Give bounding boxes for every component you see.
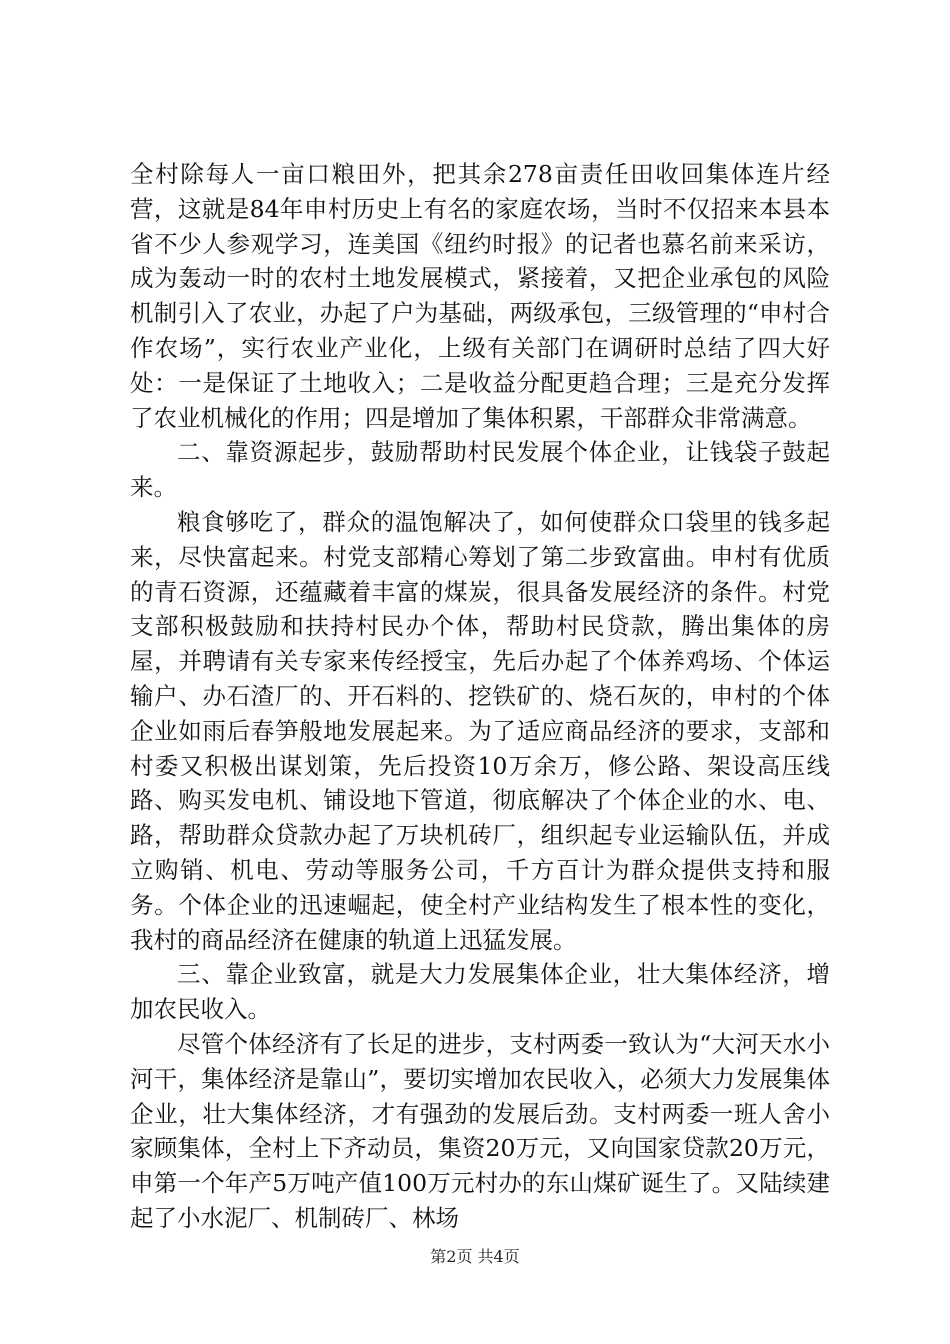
document-body (130, 157, 830, 1236)
paragraph-1: 全村除每人一亩口粮田外，把其余278亩责任田收回集体连片经营，这就是84年申村历史上有名的家庭农场，当时不仅招来本县本省不少人参观学习，连美国《纽约时报》的记者也慕名前来采访，成为轰动一时的农村土地发展模式，紧接着，又把企业承包的风险机制引入了农业，办起了户为基础，两级承包，三级管理的“申村合作农场”，实行农业产业化，上级有关部门在调研时总结了四大好处：一是保证了土地收入；二是收益分配更趋合理；三是充分发挥了农业机械化的作用；四是增加了集体积累，干部群众非常满意。 (130, 160, 830, 432)
section-heading-2: 二、靠资源起步，鼓励帮助村民发展个体企业，让钱袋子鼓起来。 (130, 438, 830, 502)
paragraph-3: 粮食够吃了，群众的温饱解决了，如何使群众口袋里的钱多起来，尽快富起来。村党支部精心筹划了第二步致富曲。申村有优质的青石资源，还蕴藏着丰富的煤炭，很具备发展经济的条件。村党支部积极鼓励和扶持村民办个体，帮助村民贷款，腾出集体的房屋，并聘请有关专家来传经授宝，先后办起了个体养鸡场、个体运输户、办石渣厂的、开石料的、挖铁矿的、烧石灰的，申村的个体企业如雨后春笋般地发展起来。为了适应商品经济的要求，支部和村委又积极出谋划策，先后投资10万余万，修公路、架设高压线路、购买发电机、铺设地下管道，彻底解决了个体企业的水、电、路，帮助群众贷款办起了万块机砖厂，组织起专业运输队伍，并成立购销、机电、劳动等服务公司，千方百计为群众提供支持和服务。个体企业的迅速崛起，使全村产业结构发生了根本性的变化，我村的商品经济在健康的轨道上迅猛发展。 (130, 507, 830, 954)
section-heading-3: 三、靠企业致富，就是大力发展集体企业，壮大集体经济，增加农民收入。 (130, 960, 830, 1024)
page-footer: 第2页 共4页 (430, 1247, 520, 1266)
paragraph-5: 尽管个体经济有了长足的进步，支村两委一致认为“大河天水小河干，集体经济是靠山”，要切实增加农民收入，必须大力发展集体企业，壮大集体经济，才有强劲的发展后劲。支村两委一班人舍小家顾集体，全村上下齐动员，集资20万元，又向国家贷款20万元，申第一个年产5万吨产值100万元村办的东山煤矿诞生了。又陆续建起了小水泥厂、机制砖厂、林场 (130, 1029, 830, 1232)
